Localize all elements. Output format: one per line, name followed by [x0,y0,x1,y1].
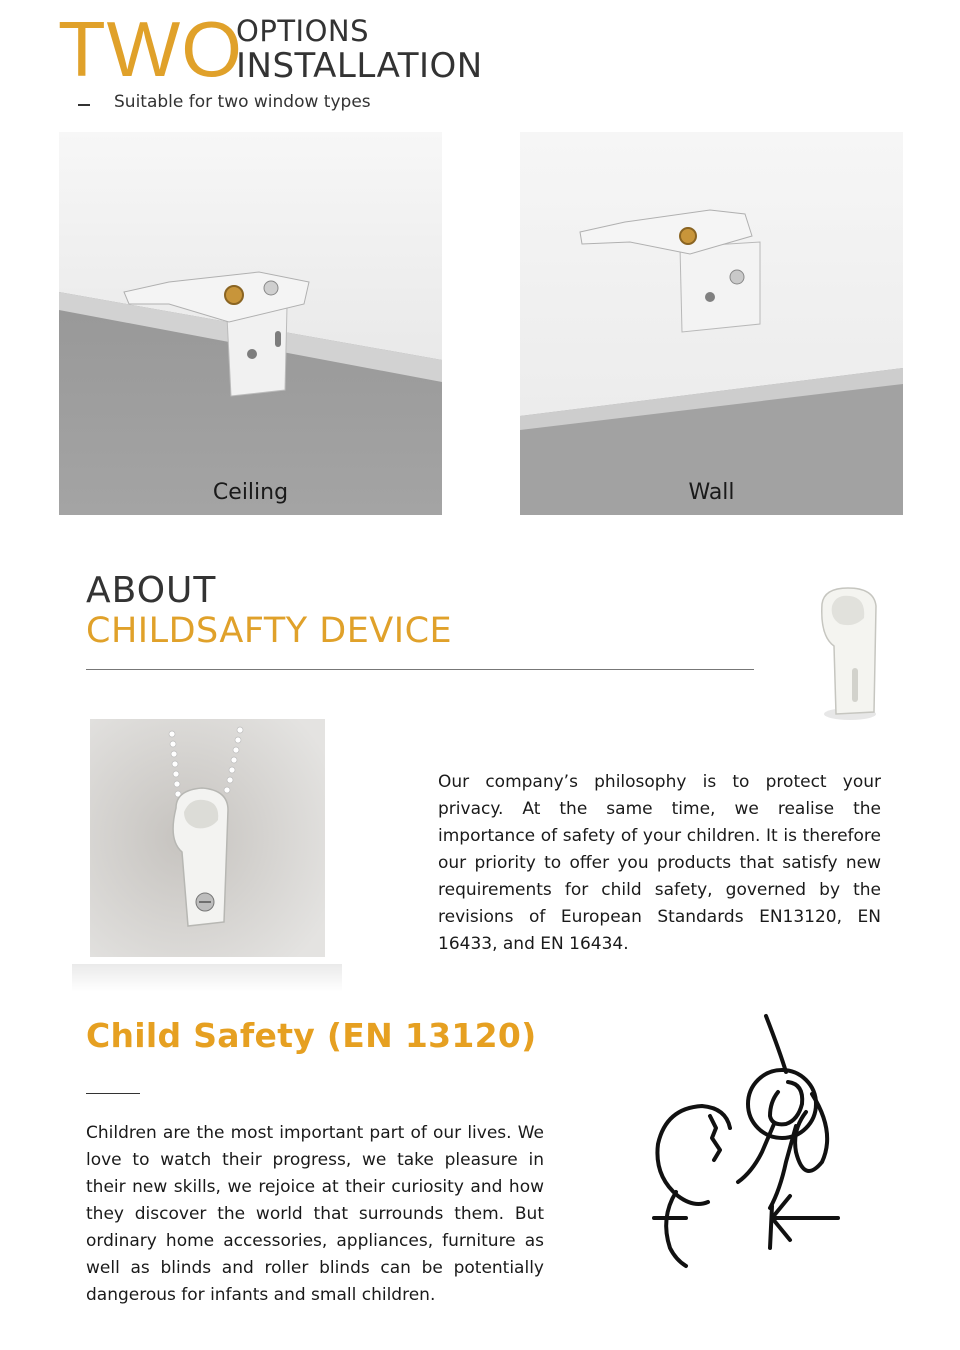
child-safety-device-image [806,584,886,724]
child-cord-hazard-illustration [646,1012,846,1274]
photo-label-ceiling: Ceiling [212,480,289,505]
photo-label-wall: Wall [688,480,735,505]
child-safety-title: Child Safety (EN 13120) [86,1016,537,1055]
about-divider [86,669,754,670]
ceiling-bracket-image [59,132,442,515]
ceiling-mount-photo [59,132,442,515]
wall-mount-photo [520,132,903,515]
subtitle: Suitable for two window types [114,92,371,112]
child-safety-divider [86,1093,140,1094]
wall-bracket-image [520,132,903,515]
headline-two: TWO [58,5,243,93]
cord-device-photo [72,712,342,992]
child-safety-body-text: Children are the most important part of our lives. We love to watch their progress, we take pleasure in their new skills, we rejoice at their curiosity and how they discover the world that surrounds them. But ordinary home accessories, appliances, furniture as well as blinds and roller blinds can be potentially dangerous for infants and small children. [86,1123,544,1305]
cord-device-image [72,712,342,992]
about-subheading: CHILDSAFTY DEVICE [86,611,453,651]
subtitle-dash [78,104,90,106]
headline-installation: INSTALLATION [236,46,483,86]
headline-options: OPTIONS [236,14,370,48]
about-body-text: Our company’s philosophy is to protect your privacy. At the same time, we realise the importance of safety of your children. It is therefore our priority to offer you products that satisfy new requirements for child safety, governed by the revisions of European Standards EN13120, EN 16433, and EN 16434. [438,772,881,954]
about-heading: ABOUT [86,570,217,611]
